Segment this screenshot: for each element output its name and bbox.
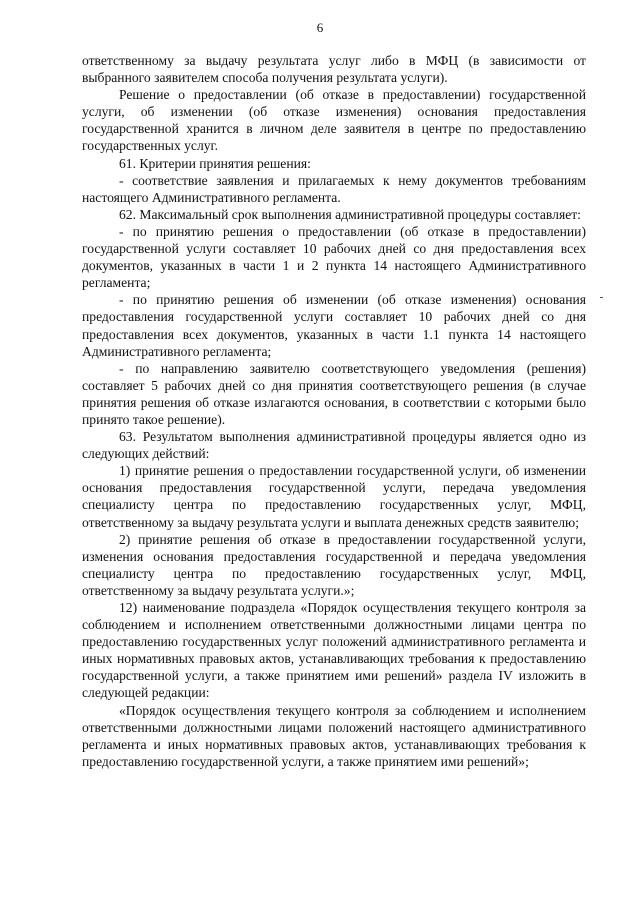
document-body — [82, 52, 586, 770]
paragraph: Решение о предоставлении (об отказе в предоставлении) государственной услуги, об изменении (об отказе изменения) основания предоставления государственной хранится в личном деле заявителя в центре по предоставлению государственных услуг. — [82, 87, 586, 154]
paragraph: 2) принятие решения об отказе в предоставлении государственной услуги, изменения основания предоставления государственной и передача уведомления специалисту центра по предоставлению государственных услуг, МФЦ, ответственному за выдачу результата услуги.»; — [82, 531, 586, 598]
paragraph: - по принятию решения об изменении (об отказе изменения) основания предоставления государственной услуги составляет 10 рабочих дней со дня предоставления всех документов, указанных в части 1.1 пункта 14 настоящего Административного регламента; — [82, 292, 586, 359]
paragraph: 1) принятие решения о предоставлении государственной услуги, об изменении основания предоставления государственной услуги, передача уведомления специалисту центра по предоставлению государственных услуг, МФЦ, ответственному за выдачу результата услуги и выплата денежных средств заявителю; — [82, 463, 586, 530]
scan-artifact — [600, 297, 603, 298]
page-number: 6 — [316, 20, 324, 35]
paragraph: 12) наименование подраздела «Порядок осуществления текущего контроля за соблюдением и исполнением ответственными должностными лицами центра по предоставлению государственных услуг положений административного регламента и иных нормативных правовых актов, устанавливающих требования к предоставлению государственной услуги, а также принятием ими решений» раздела IV изложить в следующей редакции: — [82, 600, 586, 701]
paragraph: - соответствие заявления и прилагаемых к нему документов требованиям настоящего Административного регламента. — [82, 172, 586, 205]
paragraph: 62. Максимальный срок выполнения административной процедуры составляет: — [119, 206, 581, 222]
paragraph: - по принятию решения о предоставлении (об отказе в предоставлении) государственной услуги составляет 10 рабочих дней со дня предоставления всех документов, указанных в части 1 и 2 пункта 14 настоящего Административного регламента; — [82, 223, 586, 291]
paragraph: - по направлению заявителю соответствующего уведомления (решения) составляет 5 рабочих дней со дня принятия соответствующего решения (в случае принятия решения об отказе излагаются основания, в соответствии с которыми было принято такое решение). — [82, 360, 586, 427]
paragraph: 61. Критерии принятия решения: — [119, 155, 311, 171]
paragraph: 63. Результатом выполнения административной процедуры является одно из следующих действий: — [82, 429, 586, 462]
paragraph: ответственному за выдачу результата услуг либо в МФЦ (в зависимости от выбранного заявителем способа получения результата услуги). — [82, 53, 586, 86]
paragraph: «Порядок осуществления текущего контроля за соблюдением и исполнением ответственными должностными лицами положений настоящего административного регламента и иных нормативных правовых актов, устанавливающих требования к предоставлению государственной услуги, а также принятием ими решений»; — [82, 702, 586, 769]
